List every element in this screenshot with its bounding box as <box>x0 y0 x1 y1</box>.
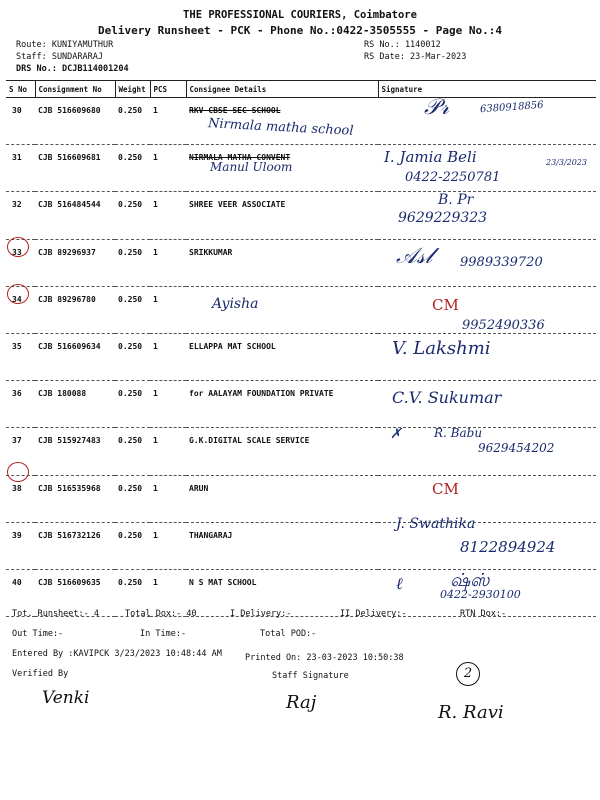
handwritten-name: B. Pr <box>438 192 474 208</box>
col-header-pcs: PCS <box>150 81 186 98</box>
tick-mark-icon: ℓ <box>396 574 403 593</box>
row-sno: 33 <box>6 239 35 286</box>
row-consignment: CJB 515927483 <box>35 428 115 475</box>
signature-scribble-icon: 𝒫𝓇 <box>424 95 450 120</box>
row-pcs: 1 <box>150 286 186 333</box>
row-weight: 0.250 <box>115 98 150 145</box>
handwritten-consignee: Manul Uloom <box>210 160 293 174</box>
handwritten-consignee: Nirmala matha school <box>207 116 354 139</box>
row-consignee: ELLAPPA MAT SCHOOL <box>186 333 378 380</box>
row-consignment: CJB 516609634 <box>35 333 115 380</box>
handwritten-phone: 9629229323 <box>398 210 488 226</box>
printed-on: Printed On: 23-03-2023 10:50:38 <box>245 653 404 663</box>
handwritten-phone: 0422-2250781 <box>405 170 501 185</box>
red-circle-mark <box>7 462 29 482</box>
handwritten-phone: 9989339720 <box>460 255 543 270</box>
row-sno: 34 <box>6 286 35 333</box>
drs-number: DRS No.: DCJB114001204 <box>16 64 129 74</box>
row-pcs: 1 <box>150 333 186 380</box>
handwritten-phone: 9952490336 <box>462 318 545 333</box>
row-consignment: CJB 516609681 <box>35 145 115 192</box>
row-sno: 32 <box>6 192 35 239</box>
document-subtitle: Delivery Runsheet - PCK - Phone No.:0422-3505555 - Page No.:4 <box>98 24 502 37</box>
col-header-consignment: Consignment No <box>35 81 115 98</box>
i-delivery: I Delivery:- <box>230 609 292 619</box>
red-circle-mark <box>7 237 29 257</box>
table-row <box>6 192 596 239</box>
row-sno: 30 <box>6 98 35 145</box>
verified-by-label: Verified By <box>12 669 69 679</box>
out-time: Out Time:- <box>12 629 64 639</box>
handwritten-cm-mark: CM <box>432 480 459 498</box>
row-consignee: SHREE VEER ASSOCIATE <box>186 192 378 239</box>
row-pcs: 1 <box>150 145 186 192</box>
row-sno: 40 <box>6 569 35 616</box>
handwritten-name: C.V. Sukumar <box>392 388 502 407</box>
row-consignee: ARUN <box>186 475 378 522</box>
row-weight: 0.250 <box>115 475 150 522</box>
col-header-weight: Weight <box>115 81 150 98</box>
staff-signature: Raj <box>286 692 317 713</box>
row-consignee: RKV CBSE SEC SCHOOL <box>186 98 378 145</box>
row-consignment: CJB 516609680 <box>35 98 115 145</box>
row-consignee: N S MAT SCHOOL <box>186 569 378 616</box>
rs-number: RS No.: 1140012 <box>364 40 441 50</box>
col-header-signature: Signature <box>378 81 596 98</box>
final-signature: R. Ravi <box>438 702 504 723</box>
check-mark-icon: ✗ <box>390 426 402 442</box>
col-header-sno: S No <box>6 81 35 98</box>
row-pcs: 1 <box>150 239 186 286</box>
table-row <box>6 475 596 522</box>
row-consignment: CJB 516609635 <box>35 569 115 616</box>
handwritten-name: J. Swathika <box>396 516 476 532</box>
row-pcs: 1 <box>150 522 186 569</box>
row-weight: 0.250 <box>115 333 150 380</box>
handwritten-phone: 0422-2930100 <box>440 588 521 601</box>
entered-by: Entered By :KAVIPCK 3/23/2023 10:48:44 AM <box>12 649 222 659</box>
runsheet-table <box>6 80 596 617</box>
handwritten-name: R. Babu <box>434 426 483 440</box>
handwritten-name: V. Lakshmi <box>392 338 491 359</box>
row-consignee: NIRMALA MATHA CONVENT <box>186 145 378 192</box>
handwritten-phone: 6380918856 <box>479 99 544 116</box>
staff-signature-label: Staff Signature <box>272 671 349 681</box>
document-title: THE PROFESSIONAL COURIERS, Coimbatore <box>183 9 417 21</box>
total-pod: Total POD:- <box>260 629 317 639</box>
row-weight: 0.250 <box>115 192 150 239</box>
handwritten-consignee: Ayisha <box>212 296 259 312</box>
table-row <box>6 381 596 428</box>
verified-signature: Venki <box>42 688 90 708</box>
row-consignee: G.K.DIGITAL SCALE SERVICE <box>186 428 378 475</box>
handwritten-cm-mark: CM <box>432 296 459 314</box>
row-sno: 37 <box>6 428 35 475</box>
row-consignment: CJB 180088 <box>35 381 115 428</box>
row-weight: 0.250 <box>115 286 150 333</box>
row-sno: 36 <box>6 381 35 428</box>
rs-date: RS Date: 23-Mar-2023 <box>364 52 467 62</box>
handwritten-name: I. Jamia Beli <box>384 148 477 166</box>
staff-label: Staff: SUNDARARAJ <box>16 52 103 62</box>
row-consignment: CJB 89296780 <box>35 286 115 333</box>
circled-number-text: 2 <box>463 666 473 681</box>
total-runsheet: Tot. Runsheet:- 4 <box>12 609 99 619</box>
row-pcs: 1 <box>150 98 186 145</box>
red-circle-mark <box>7 284 29 304</box>
col-header-consignee: Consignee Details <box>186 81 378 98</box>
row-consignment: CJB 89296937 <box>35 239 115 286</box>
row-weight: 0.250 <box>115 239 150 286</box>
row-sno: 35 <box>6 333 35 380</box>
signature-scribble-icon: 𝒜𝓈𝓁 <box>396 244 433 269</box>
row-consignee: SRIKKUMAR <box>186 239 378 286</box>
ii-delivery: II Delivery:- <box>340 609 407 619</box>
row-pcs: 1 <box>150 569 186 616</box>
handwritten-date: 23/3/2023 <box>546 158 588 167</box>
handwritten-phone: 8122894924 <box>460 538 556 556</box>
row-sno: 31 <box>6 145 35 192</box>
row-pcs: 1 <box>150 475 186 522</box>
row-weight: 0.250 <box>115 569 150 616</box>
row-pcs: 1 <box>150 381 186 428</box>
row-consignment: CJB 516732126 <box>35 522 115 569</box>
total-dox: Total Dox:- 40 <box>125 609 197 619</box>
table-row <box>6 333 596 380</box>
table-row <box>6 145 596 192</box>
row-consignee: for AALAYAM FOUNDATION PRIVATE <box>186 381 378 428</box>
row-weight: 0.250 <box>115 428 150 475</box>
row-weight: 0.250 <box>115 522 150 569</box>
route-label: Route: KUNIYAMUTHUR <box>16 40 114 50</box>
row-weight: 0.250 <box>115 145 150 192</box>
row-consignee: THANGARAJ <box>186 522 378 569</box>
circled-number <box>456 662 480 686</box>
row-sno: 38 <box>6 475 35 522</box>
row-consignment: CJB 516535968 <box>35 475 115 522</box>
signature-scribble-icon: ஷ்ஸ் <box>450 570 490 591</box>
handwritten-phone: 9629454202 <box>478 441 555 455</box>
row-pcs: 1 <box>150 192 186 239</box>
row-sno: 39 <box>6 522 35 569</box>
in-time: In Time:- <box>140 629 187 639</box>
rtn-dox: RTN Dox:- <box>460 609 507 619</box>
row-pcs: 1 <box>150 428 186 475</box>
table-header-row <box>6 81 596 98</box>
row-consignment: CJB 516484544 <box>35 192 115 239</box>
row-weight: 0.250 <box>115 381 150 428</box>
